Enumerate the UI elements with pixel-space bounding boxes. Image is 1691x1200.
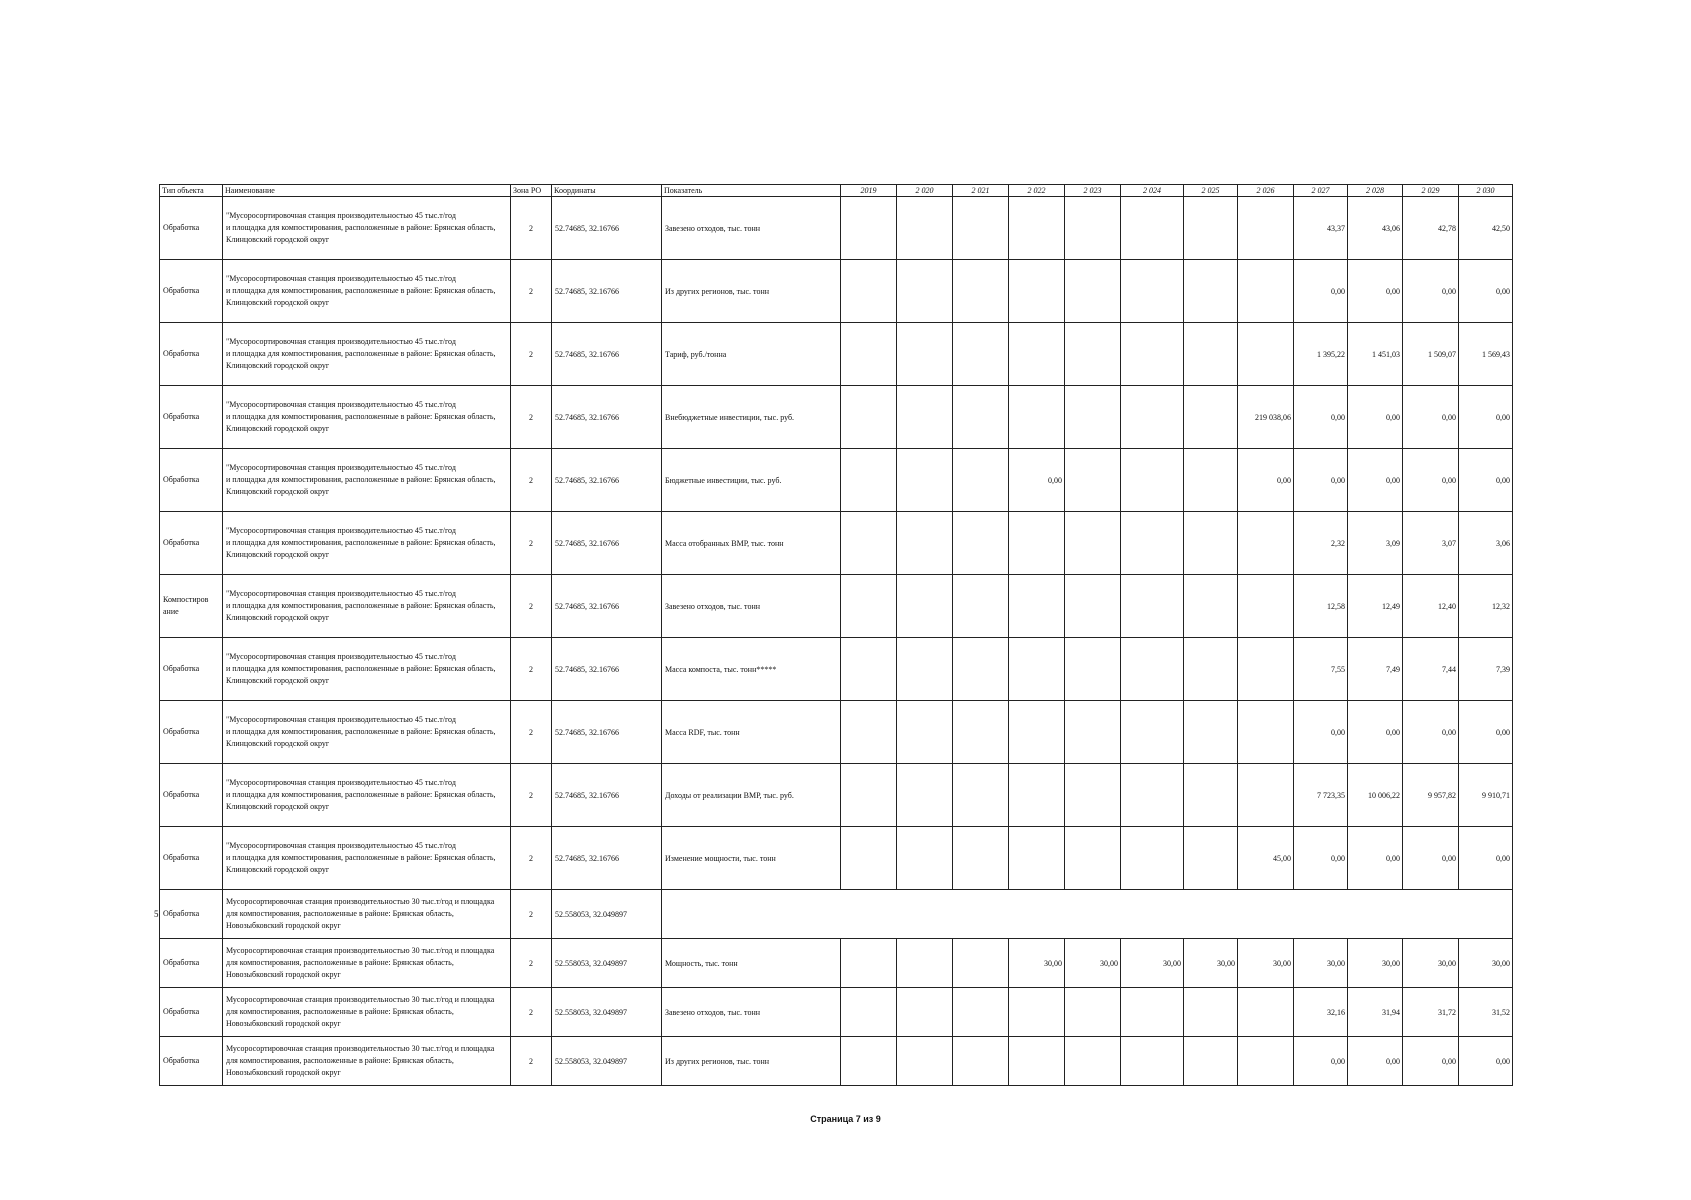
cell-value (1184, 260, 1238, 323)
cell-value (841, 260, 897, 323)
object-type-text: Обработка (163, 727, 200, 736)
cell-coordinates: 52.74685, 32.16766 (552, 386, 662, 449)
cell-value: 0,00 (1403, 260, 1459, 323)
cell-coordinates: 52.558053, 32.049897 (552, 1037, 662, 1086)
object-type-text: Обработка (163, 223, 200, 232)
header-type: Тип объекта (160, 185, 223, 197)
cell-value: 219 038,06 (1238, 386, 1294, 449)
cell-value (953, 1037, 1009, 1086)
cell-value: 30,00 (1065, 939, 1121, 988)
cell-value (841, 939, 897, 988)
cell-object-name: "Мусоросортировочная станция производительностью 45 тыс.т/год и площадка для компостирования, расположенные в районе: Брянская область, Клинцовский городской округ (223, 827, 511, 890)
cell-value: 1 569,43 (1459, 323, 1513, 386)
cell-zone: 2 (511, 575, 552, 638)
cell-coordinates: 52.74685, 32.16766 (552, 512, 662, 575)
cell-value: 0,00 (1294, 386, 1348, 449)
cell-coordinates: 52.74685, 32.16766 (552, 701, 662, 764)
cell-value: 12,32 (1459, 575, 1513, 638)
cell-object-type (160, 827, 223, 890)
cell-value (1238, 988, 1294, 1037)
cell-object-name: "Мусоросортировочная станция производительностью 45 тыс.т/год и площадка для компостирования, расположенные в районе: Брянская область, Клинцовский городской округ (223, 386, 511, 449)
cell-value: 1 395,22 (1294, 323, 1348, 386)
cell-value (953, 323, 1009, 386)
cell-value (897, 827, 953, 890)
cell-object-name: Мусоросортировочная станция производительностью 30 тыс.т/год и площадка для компостирования, расположенные в районе: Брянская область, Новозыбковский городской округ (223, 988, 511, 1037)
cell-value (1184, 701, 1238, 764)
table-row (160, 197, 1513, 260)
cell-indicator: Доходы от реализации ВМР, тыс. руб. (662, 764, 841, 827)
cell-value: 0,00 (1459, 1037, 1513, 1086)
cell-value (953, 764, 1009, 827)
cell-value: 30,00 (1238, 939, 1294, 988)
cell-coordinates: 52.558053, 32.049897 (552, 988, 662, 1037)
cell-value (1238, 197, 1294, 260)
cell-zone: 2 (511, 988, 552, 1037)
cell-value (1121, 197, 1184, 260)
header-year: 2 029 (1403, 185, 1459, 197)
header-coords: Координаты (552, 185, 662, 197)
document-sheet (154, 184, 1510, 1086)
header-name: Наименование (223, 185, 511, 197)
cell-value: 9 910,71 (1459, 764, 1513, 827)
cell-value (1184, 575, 1238, 638)
header-year: 2 023 (1065, 185, 1121, 197)
object-type-text: Обработка (163, 958, 200, 967)
table-row (160, 638, 1513, 701)
cell-value (953, 939, 1009, 988)
cell-value (1121, 260, 1184, 323)
cell-object-name: "Мусоросортировочная станция производительностью 45 тыс.т/год и площадка для компостирования, расположенные в районе: Брянская область, Клинцовский городской округ (223, 260, 511, 323)
table-row (160, 701, 1513, 764)
cell-value: 30,00 (1348, 939, 1403, 988)
cell-value: 0,00 (1403, 1037, 1459, 1086)
object-type-text: Обработка (163, 412, 200, 421)
cell-value (1238, 512, 1294, 575)
table-row (160, 512, 1513, 575)
header-year: 2 027 (1294, 185, 1348, 197)
object-type-text: Обработка (163, 909, 200, 918)
cell-zone: 2 (511, 323, 552, 386)
cell-value (1184, 1037, 1238, 1086)
cell-object-type (160, 449, 223, 512)
cell-object-name: Мусоросортировочная станция производительностью 30 тыс.т/год и площадка для компостирования, расположенные в районе: Брянская область, Новозыбковский городской округ (223, 890, 511, 939)
cell-value (1065, 512, 1121, 575)
cell-value (1009, 701, 1065, 764)
cell-value (1009, 512, 1065, 575)
cell-value: 0,00 (1348, 386, 1403, 449)
cell-object-name: "Мусоросортировочная станция производительностью 45 тыс.т/год и площадка для компостирования, расположенные в районе: Брянская область, Клинцовский городской округ (223, 323, 511, 386)
cell-value (953, 197, 1009, 260)
cell-value: 30,00 (1009, 939, 1065, 988)
table-row (160, 386, 1513, 449)
cell-value (953, 575, 1009, 638)
cell-value: 0,00 (1459, 827, 1513, 890)
cell-object-name: "Мусоросортировочная станция производительностью 45 тыс.т/год и площадка для компостирования, расположенные в районе: Брянская область, Клинцовский городской округ (223, 512, 511, 575)
cell-value (953, 988, 1009, 1037)
cell-value: 0,00 (1403, 701, 1459, 764)
cell-value (1184, 386, 1238, 449)
cell-indicator: Тариф, руб./тонна (662, 323, 841, 386)
cell-indicator: Из других регионов, тыс. тонн (662, 260, 841, 323)
cell-value: 43,37 (1294, 197, 1348, 260)
table-row (160, 764, 1513, 827)
cell-indicator: Масса отобранных ВМР, тыс. тонн (662, 512, 841, 575)
object-type-text: Компостиров ание (163, 595, 209, 616)
table-row (160, 449, 1513, 512)
header-year: 2 025 (1184, 185, 1238, 197)
cell-object-type (160, 512, 223, 575)
cell-value (1009, 638, 1065, 701)
cell-value: 0,00 (1294, 701, 1348, 764)
cell-value: 3,09 (1348, 512, 1403, 575)
cell-value (841, 827, 897, 890)
cell-value (1238, 701, 1294, 764)
cell-value (841, 764, 897, 827)
header-year: 2 030 (1459, 185, 1513, 197)
cell-object-type (160, 1037, 223, 1086)
cell-value (1009, 386, 1065, 449)
cell-value (1065, 1037, 1121, 1086)
cell-value: 30,00 (1459, 939, 1513, 988)
cell-value (1065, 827, 1121, 890)
object-type-text: Обработка (163, 790, 200, 799)
cell-value (953, 449, 1009, 512)
cell-value: 3,06 (1459, 512, 1513, 575)
cell-value: 0,00 (1238, 449, 1294, 512)
cell-object-type (160, 764, 223, 827)
cell-value (841, 512, 897, 575)
cell-value (1184, 512, 1238, 575)
cell-zone: 2 (511, 638, 552, 701)
cell-object-name: "Мусоросортировочная станция производительностью 45 тыс.т/год и площадка для компостирования, расположенные в районе: Брянская область, Клинцовский городской округ (223, 764, 511, 827)
object-type-text: Обработка (163, 475, 200, 484)
cell-value (897, 701, 953, 764)
cell-value (1065, 323, 1121, 386)
cell-value (1238, 575, 1294, 638)
header-zone: Зона РО (511, 185, 552, 197)
cell-coordinates: 52.74685, 32.16766 (552, 323, 662, 386)
cell-value (1184, 827, 1238, 890)
cell-value: 43,06 (1348, 197, 1403, 260)
cell-coordinates: 52.558053, 32.049897 (552, 890, 662, 939)
cell-zone: 2 (511, 260, 552, 323)
cell-zone: 2 (511, 197, 552, 260)
cell-value (1065, 260, 1121, 323)
cell-value (1184, 323, 1238, 386)
cell-value: 12,40 (1403, 575, 1459, 638)
cell-value (841, 638, 897, 701)
header-year: 2 022 (1009, 185, 1065, 197)
cell-object-type (160, 197, 223, 260)
cell-zone: 2 (511, 939, 552, 988)
cell-zone: 2 (511, 449, 552, 512)
cell-value: 0,00 (1348, 827, 1403, 890)
cell-indicator: Внебюджетные инвестиции, тыс. руб. (662, 386, 841, 449)
cell-value: 7,49 (1348, 638, 1403, 701)
cell-value (1009, 988, 1065, 1037)
table-row (160, 323, 1513, 386)
cell-value (1009, 197, 1065, 260)
header-indicator: Показатель (662, 185, 841, 197)
cell-value (1009, 764, 1065, 827)
cell-value (897, 197, 953, 260)
cell-coordinates: 52.74685, 32.16766 (552, 638, 662, 701)
cell-value: 0,00 (1459, 449, 1513, 512)
cell-object-type (160, 988, 223, 1037)
cell-value (897, 638, 953, 701)
cell-value (897, 386, 953, 449)
cell-coordinates: 52.558053, 32.049897 (552, 939, 662, 988)
cell-value (1065, 575, 1121, 638)
cell-value: 31,52 (1459, 988, 1513, 1037)
cell-value (897, 764, 953, 827)
cell-value (841, 449, 897, 512)
cell-zone: 2 (511, 1037, 552, 1086)
cell-value (1184, 638, 1238, 701)
cell-value: 0,00 (1348, 1037, 1403, 1086)
object-type-text: Обработка (163, 853, 200, 862)
table-row (160, 890, 1513, 939)
cell-indicator: Завезено отходов, тыс. тонн (662, 575, 841, 638)
cell-value: 2,32 (1294, 512, 1348, 575)
object-type-text: Обработка (163, 664, 200, 673)
cell-zone: 2 (511, 764, 552, 827)
cell-indicator: Бюджетные инвестиции, тыс. руб. (662, 449, 841, 512)
header-year: 2 028 (1348, 185, 1403, 197)
cell-value (897, 323, 953, 386)
object-type-text: Обработка (163, 349, 200, 358)
cell-object-name: "Мусоросортировочная станция производительностью 45 тыс.т/год и площадка для компостирования, расположенные в районе: Брянская область, Клинцовский городской округ (223, 449, 511, 512)
cell-value (1238, 260, 1294, 323)
cell-value (1121, 638, 1184, 701)
cell-value (841, 1037, 897, 1086)
cell-value (1065, 638, 1121, 701)
table-row (160, 575, 1513, 638)
object-type-text: Обработка (163, 1056, 200, 1065)
cell-zone: 2 (511, 827, 552, 890)
cell-coordinates: 52.74685, 32.16766 (552, 827, 662, 890)
cell-value (1121, 575, 1184, 638)
cell-value: 32,16 (1294, 988, 1348, 1037)
cell-zone: 2 (511, 512, 552, 575)
cell-zone: 2 (511, 890, 552, 939)
cell-value (1121, 512, 1184, 575)
cell-value: 30,00 (1184, 939, 1238, 988)
cell-value: 7,55 (1294, 638, 1348, 701)
cell-value (841, 701, 897, 764)
cell-value (1009, 323, 1065, 386)
cell-indicator: Масса RDF, тыс. тонн (662, 701, 841, 764)
header-year: 2 026 (1238, 185, 1294, 197)
cell-value: 0,00 (1403, 386, 1459, 449)
cell-zone: 2 (511, 701, 552, 764)
cell-value (1065, 386, 1121, 449)
header-row (160, 185, 1513, 197)
cell-value: 31,94 (1348, 988, 1403, 1037)
cell-value (897, 939, 953, 988)
cell-value (1184, 988, 1238, 1037)
cell-zone: 2 (511, 386, 552, 449)
cell-value: 1 509,07 (1403, 323, 1459, 386)
cell-value (953, 701, 1009, 764)
header-year: 2 020 (897, 185, 953, 197)
object-type-text: Обработка (163, 1007, 200, 1016)
cell-object-type (160, 939, 223, 988)
cell-coordinates: 52.74685, 32.16766 (552, 449, 662, 512)
cell-value (953, 260, 1009, 323)
cell-value (1121, 988, 1184, 1037)
cell-object-name: "Мусоросортировочная станция производительностью 45 тыс.т/год и площадка для компостирования, расположенные в районе: Брянская область, Клинцовский городской округ (223, 197, 511, 260)
cell-value: 0,00 (1459, 701, 1513, 764)
cell-value (1065, 764, 1121, 827)
cell-value (953, 638, 1009, 701)
cell-value: 42,78 (1403, 197, 1459, 260)
cell-object-name: "Мусоросортировочная станция производительностью 45 тыс.т/год и площадка для компостирования, расположенные в районе: Брянская область, Клинцовский городской округ (223, 638, 511, 701)
table-row (160, 260, 1513, 323)
cell-value (1238, 764, 1294, 827)
header-year: 2 021 (953, 185, 1009, 197)
cell-value: 1 451,03 (1348, 323, 1403, 386)
cell-coordinates: 52.74685, 32.16766 (552, 575, 662, 638)
cell-merged (662, 890, 1513, 939)
cell-value: 31,72 (1403, 988, 1459, 1037)
cell-indicator: Завезено отходов, тыс. тонн (662, 988, 841, 1037)
cell-value (1238, 1037, 1294, 1086)
cell-value: 30,00 (1403, 939, 1459, 988)
cell-value (1009, 827, 1065, 890)
cell-value (1121, 1037, 1184, 1086)
cell-value (953, 386, 1009, 449)
cell-value: 9 957,82 (1403, 764, 1459, 827)
object-type-text: Обработка (163, 538, 200, 547)
cell-coordinates: 52.74685, 32.16766 (552, 260, 662, 323)
cell-value: 45,00 (1238, 827, 1294, 890)
cell-value: 7 723,35 (1294, 764, 1348, 827)
cell-value: 30,00 (1121, 939, 1184, 988)
cell-value (897, 449, 953, 512)
cell-value (1238, 638, 1294, 701)
header-year: 2 024 (1121, 185, 1184, 197)
cell-object-type (160, 575, 223, 638)
row-number: 5 (154, 909, 159, 919)
cell-object-type (160, 323, 223, 386)
cell-value (841, 323, 897, 386)
cell-value (1065, 988, 1121, 1037)
cell-indicator: Изменение мощности, тыс. тонн (662, 827, 841, 890)
cell-coordinates: 52.74685, 32.16766 (552, 764, 662, 827)
cell-value (1009, 1037, 1065, 1086)
cell-value (897, 512, 953, 575)
header-year: 2019 (841, 185, 897, 197)
cell-value (1121, 449, 1184, 512)
cell-value (1121, 701, 1184, 764)
cell-value (841, 386, 897, 449)
data-table (154, 184, 1513, 1086)
cell-value (1065, 449, 1121, 512)
cell-value: 0,00 (1294, 260, 1348, 323)
cell-value: 42,50 (1459, 197, 1513, 260)
table-row (160, 827, 1513, 890)
cell-value (953, 512, 1009, 575)
cell-value (1121, 323, 1184, 386)
cell-object-type (160, 386, 223, 449)
cell-value: 0,00 (1459, 260, 1513, 323)
cell-object-name: "Мусоросортировочная станция производительностью 45 тыс.т/год и площадка для компостирования, расположенные в районе: Брянская область, Клинцовский городской округ (223, 701, 511, 764)
cell-value (1121, 764, 1184, 827)
cell-value (841, 197, 897, 260)
cell-value: 0,00 (1009, 449, 1065, 512)
cell-value (1184, 764, 1238, 827)
cell-value (953, 827, 1009, 890)
cell-value (1121, 827, 1184, 890)
cell-indicator: Мощность, тыс. тонн (662, 939, 841, 988)
cell-value: 0,00 (1403, 827, 1459, 890)
cell-value (841, 575, 897, 638)
cell-value: 10 006,22 (1348, 764, 1403, 827)
cell-value: 0,00 (1294, 449, 1348, 512)
cell-value: 7,39 (1459, 638, 1513, 701)
object-type-text: Обработка (163, 286, 200, 295)
cell-value: 0,00 (1348, 701, 1403, 764)
cell-object-type (160, 701, 223, 764)
cell-object-type (160, 260, 223, 323)
cell-object-type (160, 638, 223, 701)
cell-value (897, 988, 953, 1037)
cell-object-name: Мусоросортировочная станция производительностью 30 тыс.т/год и площадка для компостирования, расположенные в районе: Брянская область, Новозыбковский городской округ (223, 939, 511, 988)
cell-value (1065, 197, 1121, 260)
cell-indicator: Из других регионов, тыс. тонн (662, 1037, 841, 1086)
cell-value (897, 575, 953, 638)
cell-indicator: Завезено отходов, тыс. тонн (662, 197, 841, 260)
cell-value: 7,44 (1403, 638, 1459, 701)
cell-value (1121, 386, 1184, 449)
table-row (160, 988, 1513, 1037)
cell-value (1238, 323, 1294, 386)
page-number: Страница 7 из 9 (810, 1114, 881, 1124)
cell-value: 30,00 (1294, 939, 1348, 988)
cell-value: 12,58 (1294, 575, 1348, 638)
cell-value (1184, 449, 1238, 512)
cell-object-type (154, 890, 223, 939)
cell-coordinates: 52.74685, 32.16766 (552, 197, 662, 260)
cell-value: 0,00 (1348, 449, 1403, 512)
cell-object-name: "Мусоросортировочная станция производительностью 45 тыс.т/год и площадка для компостирования, расположенные в районе: Брянская область, Клинцовский городской округ (223, 575, 511, 638)
cell-value (1009, 575, 1065, 638)
cell-value: 0,00 (1459, 386, 1513, 449)
cell-value (1065, 701, 1121, 764)
cell-value: 12,49 (1348, 575, 1403, 638)
cell-value: 0,00 (1294, 1037, 1348, 1086)
cell-value: 0,00 (1294, 827, 1348, 890)
table-body (154, 197, 1513, 1086)
cell-value (1009, 260, 1065, 323)
cell-indicator: Масса компоста, тыс. тонн***** (662, 638, 841, 701)
cell-value (897, 260, 953, 323)
cell-value: 0,00 (1403, 449, 1459, 512)
cell-value (841, 988, 897, 1037)
cell-object-name: Мусоросортировочная станция производительностью 30 тыс.т/год и площадка для компостирования, расположенные в районе: Брянская область, Новозыбковский городской округ (223, 1037, 511, 1086)
cell-value: 3,07 (1403, 512, 1459, 575)
cell-value: 0,00 (1348, 260, 1403, 323)
table-row (160, 939, 1513, 988)
cell-value (897, 1037, 953, 1086)
cell-value (1184, 197, 1238, 260)
table-row (160, 1037, 1513, 1086)
